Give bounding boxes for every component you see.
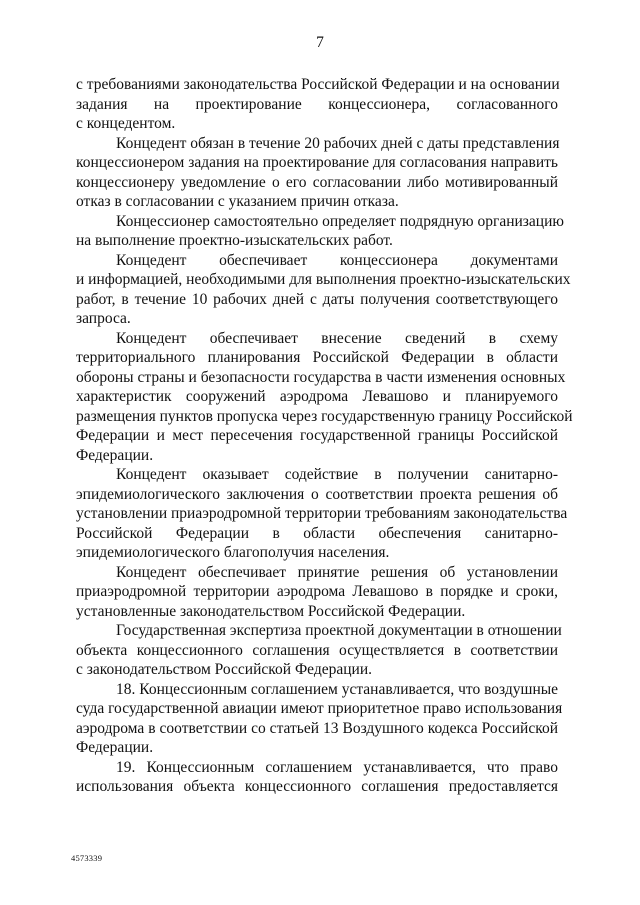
paragraph — [76, 134, 558, 212]
paragraph-line: с концедентом. — [76, 115, 176, 132]
paragraph — [76, 75, 558, 134]
paragraph — [76, 212, 564, 251]
paragraph — [76, 329, 573, 466]
paragraph-line: Федерации. — [76, 446, 154, 464]
paragraph-line: и информацией, необходимыми для выполнения проектно-изыскательских — [76, 271, 571, 288]
document-code: 4573339 — [71, 853, 103, 863]
paragraph-line: приаэродромной территории аэродрома Левашово в порядке и сроки, — [76, 583, 558, 600]
paragraph-line: использования объекта концессионного соглашения предоставляется — [76, 778, 558, 795]
paragraph-line: Концедент обеспечивает внесение сведений в схему — [116, 329, 558, 347]
page-number: 7 — [316, 34, 324, 51]
paragraph-line: концессионером задания на проектирование для согласования направить — [76, 154, 558, 171]
paragraph-line: объекта концессионного соглашения осуществляется в соответствии — [76, 641, 558, 659]
paragraph-line: размещения пунктов пропуска через государственную границу Российской — [76, 407, 573, 425]
paragraph — [76, 758, 558, 797]
paragraph-line: работ, в течение 10 рабочих дней с даты получения соответствующего — [76, 290, 558, 308]
paragraph-line: установлении приаэродромной территории требованиям законодательства — [76, 505, 568, 522]
paragraph — [76, 251, 571, 329]
paragraph-line: Концедент обеспечивает концессионера документами — [116, 251, 558, 269]
paragraph-line: эпидемиологического заключения о соответствии проекта решения об — [76, 485, 558, 503]
paragraph-line: Российской Федерации в области обеспечения санитарно- — [76, 524, 558, 542]
paragraph-line: отказ в согласовании с указанием причин отказа. — [76, 193, 399, 210]
paragraph-line: Федерации и мест пересечения государственной границы Российской — [76, 427, 558, 444]
paragraph-line: с законодательством Российской Федерации. — [76, 661, 373, 678]
document-body — [76, 75, 573, 797]
paragraph-line: установленные законодательством Российской Федерации. — [76, 602, 466, 620]
paragraph-line: Федерации. — [76, 739, 154, 756]
paragraph-line: эпидемиологического благополучия населения. — [76, 544, 390, 561]
paragraph-line: 19. Концессионным соглашением устанавливается, что право — [116, 758, 558, 776]
paragraph-line: Концедент обеспечивает принятие решения об установлении — [116, 563, 558, 581]
paragraph-line: Государственная экспертиза проектной документации в отношении — [116, 622, 562, 639]
paragraph-line: характеристик сооружений аэродрома Левашово и планируемого — [76, 388, 558, 405]
paragraph-line: 18. Концессионным соглашением устанавливается, что воздушные — [116, 680, 559, 698]
paragraph-line: с требованиями законодательства Российской Федерации и на основании — [76, 76, 560, 93]
paragraph — [76, 465, 568, 563]
paragraph-line: Концедент обязан в течение 20 рабочих дней с даты представления — [116, 134, 560, 152]
paragraph-line: суда государственной авиации имеют приоритетное право использования — [76, 700, 563, 717]
paragraph-line: аэродрома в соответствии со статьей 13 Воздушного кодекса Российской — [76, 719, 558, 737]
paragraph-line: Концедент оказывает содействие в получении санитарно- — [116, 466, 558, 483]
paragraph-line: на выполнение проектно-изыскательских работ. — [76, 232, 393, 249]
paragraph-line: запроса. — [76, 310, 131, 327]
paragraph-line: обороны страны и безопасности государства в части изменения основных — [76, 368, 566, 386]
paragraph — [76, 563, 558, 622]
paragraph — [76, 621, 562, 680]
paragraph — [76, 680, 563, 758]
paragraph-line: концессионеру уведомление о его согласовании либо мотивированный — [76, 173, 558, 191]
paragraph-line: территориального планирования Российской Федерации в области — [76, 349, 558, 366]
paragraph-line: Концессионер самостоятельно определяет подрядную организацию — [116, 212, 564, 230]
paragraph-line: задания на проектирование концессионера, согласованного — [76, 95, 558, 113]
